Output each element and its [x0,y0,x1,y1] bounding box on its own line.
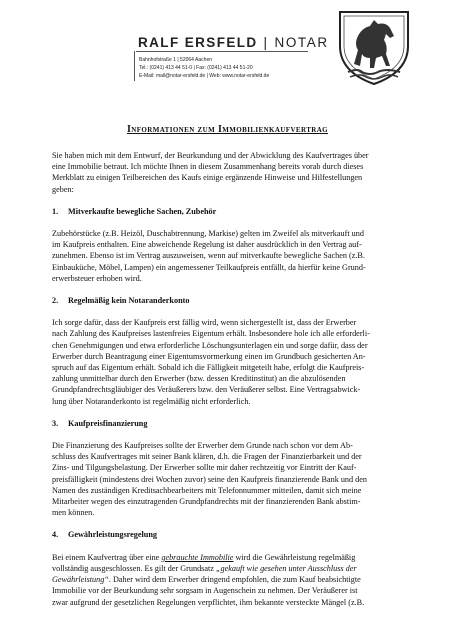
section-paragraph-3 [52,440,406,518]
text-line: Mitarbeiter wegen des einzutragenden Grundpfandrechts mit der finanzierenden Bank abstim- [52,497,361,507]
section-paragraph-1 [52,228,406,284]
coat-of-arms-horse-icon [332,6,416,88]
notary-brand [138,35,329,50]
text-line: Zins- und Tilgungsbelastung. Der Erwerber sollte mir daher rechtzeitig vor Eintritt der Kauf- [52,463,357,473]
text-span: vollständig ausgeschlossen. Es gilt der Grundsatz [52,563,216,573]
text-line: erwerbsteuer erhoben wird. [52,273,142,283]
text-line: Ich sorge dafür, dass der Kaufpreis erst fällig wird, wenn sichergestellt ist, dass der Erwerber [52,318,357,328]
text-span: wird die Gewährleistung regelmäßig [233,552,356,562]
text-line: im Kaufpreis enthalten. Eine abweichende Regelung ist daher ausdrücklich in den Vertrag auf- [52,240,362,250]
contact-block [139,56,269,80]
text-line: Merkblatt zu einigen Teilbereichen des Kaufs einige ergänzende Hinweise und Hilfestellungen [52,173,363,183]
quoted-principle: „gekauft wie gesehen unter Ausschluss der [215,563,357,573]
section-heading-3 [52,418,406,429]
section-paragraph-4 [52,552,406,608]
text-line: men können. [52,508,95,518]
intro-paragraph [52,150,406,195]
section-title: Mitverkaufte bewegliche Sachen, Zubehör [68,206,217,216]
letterhead [0,0,455,100]
letterhead-rule [136,51,308,52]
notary-title: NOTAR [274,35,329,50]
text-line: zunehmen. Ebenso ist im Vertrag auszuweisen, wenn auf mitverkaufte bewegliche Sachen (z.B. [52,251,365,261]
document-title: Informationen zum Immobilienkaufvertrag [126,124,329,135]
letterhead-vertical-rule [134,51,135,81]
section-paragraph-2 [52,317,406,407]
section-heading-2 [52,295,406,306]
quoted-principle: Gewährleistung“ [52,575,109,585]
section-number: 4. [52,530,59,540]
section-title: Regelmäßig kein Notaranderkonto [68,296,190,306]
text-line: Namen des zuständigen Kreditsachbearbeiters mit Telefonnummer mitteilen, damit sich meine [52,485,362,495]
text-line: lung über Notaranderkonto ist regelmäßig nicht erforderlich. [52,396,251,406]
text-line: eine Immobilie betraut. Ich möchte Ihnen in diesem Zusammenhang bereits vorab durch dieses [52,162,364,172]
text-line: Die Finanzierung des Kaufpreises sollte der Erwerber dem Grunde nach schon vor dem Ab- [52,441,353,451]
text-line: nach Zahlung des Kaufpreises lastenfreies Eigentum erhält. Insbesondere hole ich alle erforderli- [52,329,370,339]
text-line [52,563,406,574]
text-line: chen Genehmigungen und etwa erforderliche Löschungsunterlagen ein und sorge dafür, dass der [52,340,368,350]
text-line: Grundpfandrechtsgläubiger des Veräußerers bzw. den Veräußerer selbst. Eine Vertragsabwick- [52,385,361,395]
brand-separator: | [263,35,269,50]
text-line: spruch auf das Eigentum erhält. Sobald ich die Fälligkeit mitgeteilt habe, erfolgt die Kaufpreis- [52,363,365,373]
emphasized-term: gebrauchte Immobilie [161,552,234,562]
text-line: zahlung unmittelbar durch den Erwerber (bzw. dessen Kreditinstitut) an die abzulösenden [52,374,346,384]
text-span: . Daher wird dem Erwerber dringend empfohlen, die zum Kauf beabsichtigte [108,575,361,585]
document-body [52,150,406,619]
section-number: 2. [52,296,59,306]
text-line: Immobilie vor der Beurkundung sehr sorgsam in Augenschein zu nehmen. Der Veräußerer ist [52,586,358,596]
text-line: zwar aufgrund der gesetzlichen Regelungen verpflichtet, ihm bekannte versteckte Mängel (z.B. [52,597,365,607]
section-number: 1. [52,206,59,216]
section-title: Gewährleistungsregelung [68,530,158,540]
text-line: schluss des Kaufvertrages mit seiner Bank klären, d.h. die Fragen der Finanzierbarkeit und der [52,452,362,462]
address-line: Bahnhofstraße 1 | 52064 Aachen [139,57,213,63]
section-heading-4 [52,529,406,540]
text-line [52,574,406,585]
text-line: Zubehörstücke (z.B. Heizöl, Duschabtrennung, Markise) gelten im Zweifel als mitverkauft und [52,229,364,239]
email-web-line: E-Mail: mail@notar-ersfeld.de | Web: www.notar-ersfeld.de [139,73,270,79]
section-heading-1 [52,206,406,217]
text-line: geben: [52,184,74,194]
text-line [52,552,406,563]
text-line: Erwerber durch Beantragung einer Eigentumsvormerkung einen im Grundbuch gesicherten An- [52,351,366,361]
text-line: preisfälligkeit (mindestens drei Wochen zuvor) seine den Kaufpreis finanzierende Bank und den [52,474,367,484]
text-line: Sie haben mich mit dem Entwurf, der Beurkundung und der Abwicklung des Kaufvertrages über [52,151,369,160]
text-span: Bei einem Kaufvertrag über eine [52,552,162,562]
section-title: Kaufpreisfinanzierung [68,418,148,428]
text-line: Einbauküche, Möbel, Lampen) ein angemessener Teilkaufpreis entfällt, da hierfür keine Grund- [52,262,366,272]
section-number: 3. [52,418,59,428]
phone-fax-line: Tel.: (0241) 413 44 51-0 | Fax: (0241) 413 44 51-20 [139,65,253,71]
notary-name: RALF ERSFELD [138,35,258,50]
